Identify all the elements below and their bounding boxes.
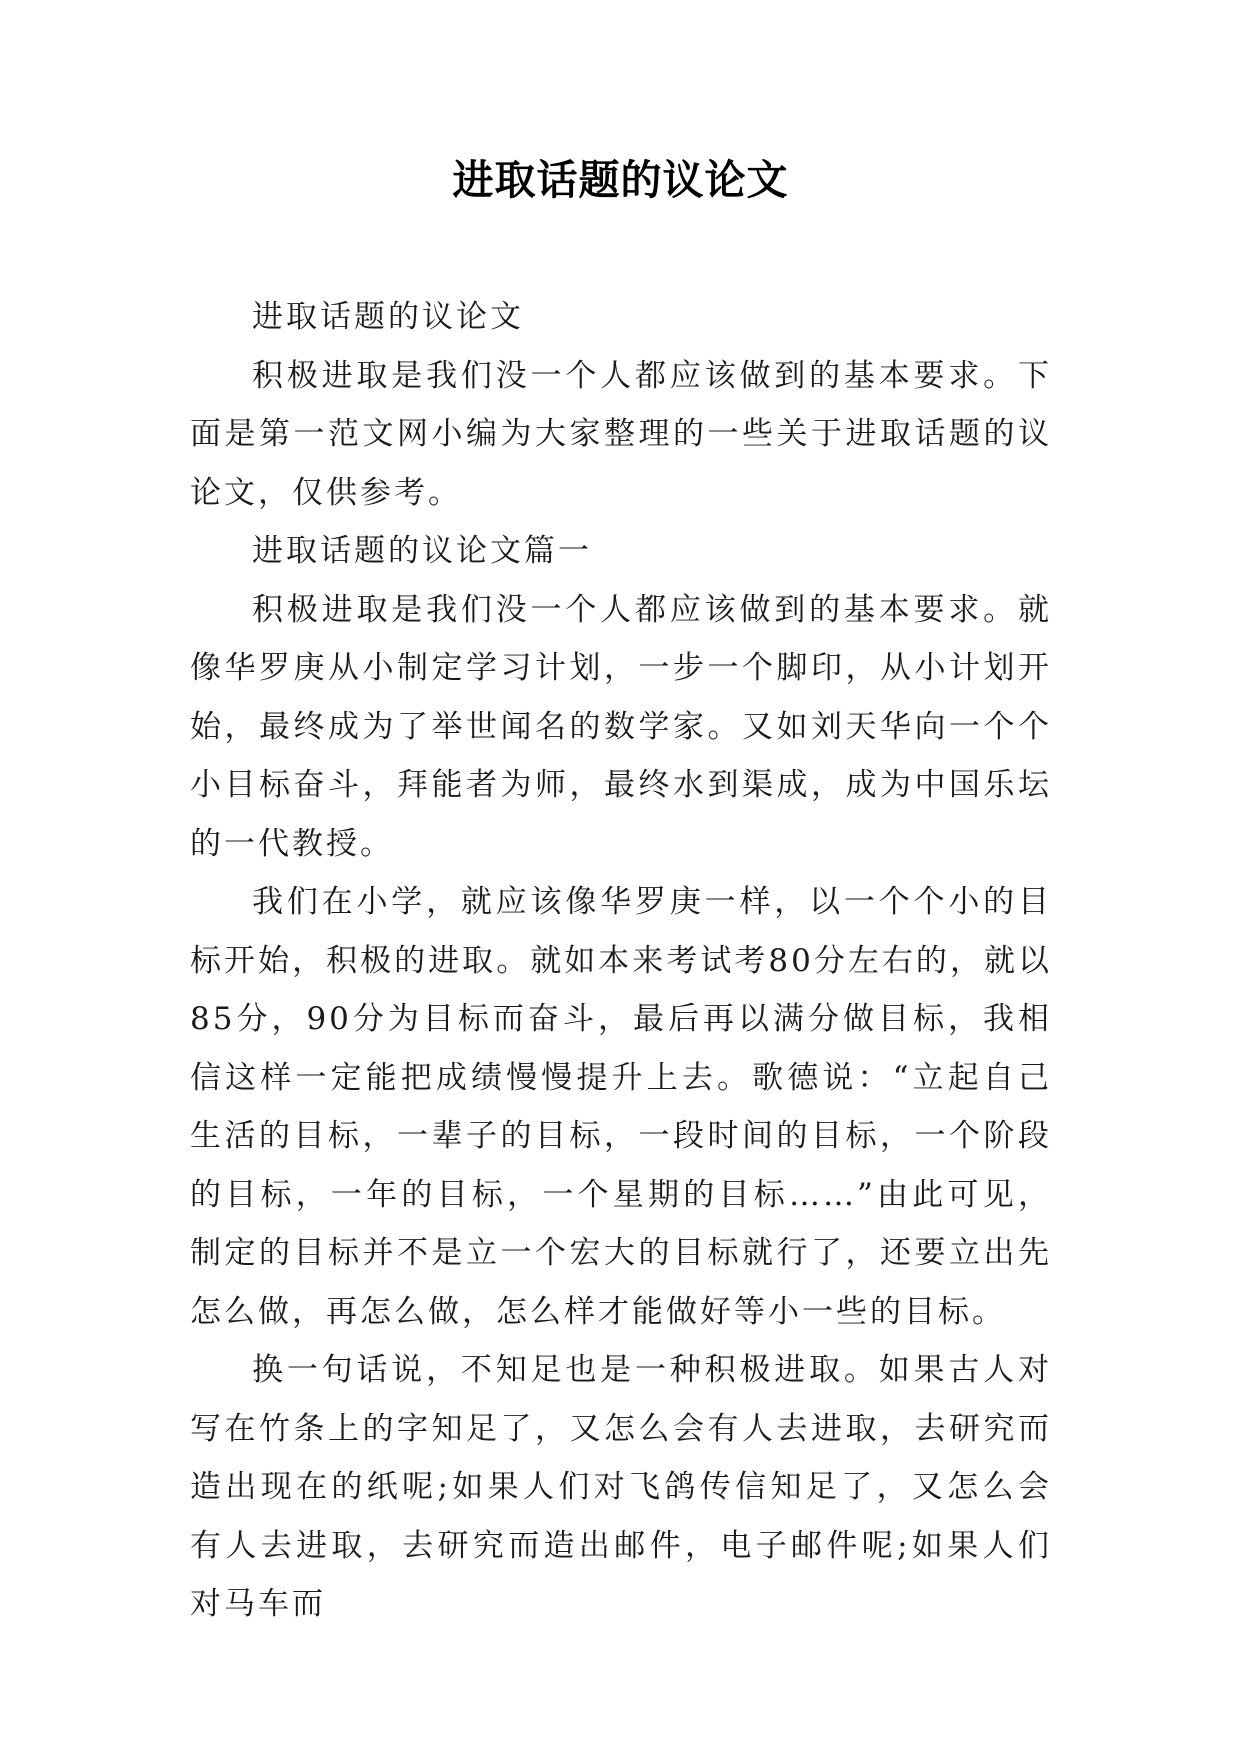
paragraph-body-1: 积极进取是我们没一个人都应该做到的基本要求。就像华罗庚从小制定学习计划，一步一个脚印，从小计划开始，最终成为了举世闻名的数学家。又如刘天华向一个个小目标奋斗，拜能者为师，最终水到渠成，成为中国乐坛的一代教授。 [190, 591, 1052, 862]
paragraph-section-heading: 进取话题的议论文篇一 [252, 533, 592, 569]
paragraph-intro: 积极进取是我们没一个人都应该做到的基本要求。下面是第一范文网小编为大家整理的一些关于进取话题的议论文，仅供参考。 [190, 357, 1052, 511]
document-title: 进取话题的议论文 [452, 156, 789, 204]
paragraph-body-3: 换一句话说，不知足也是一种积极进取。如果古人对写在竹条上的字知足了，又怎么会有人去进取，去研究而造出现在的纸呢;如果人们对飞鸽传信知足了，又怎么会有人去进取，去研究而造出邮件，电子邮件呢;如果人们对马车而 [190, 1352, 1052, 1622]
paragraph-body-2: 我们在小学，就应该像华罗庚一样，以一个个小的目标开始，积极的进取。就如本来考试考80分左右的，就以85分，90分为目标而奋斗，最后再以满分做目标，我相信这样一定能把成绩慢慢提升上去。歌德说：“立起自己生活的目标，一辈子的目标，一段时间的目标，一个阶段的目标，一年的目标，一个星期的目标……”由此可见，制定的目标并不是立一个宏大的目标就行了，还要立出先怎么做，再怎么做，怎么样才能做好等小一些的目标。 [190, 884, 1052, 1330]
document-body [190, 288, 1052, 1634]
paragraph-subtitle: 进取话题的议论文 [252, 299, 524, 335]
